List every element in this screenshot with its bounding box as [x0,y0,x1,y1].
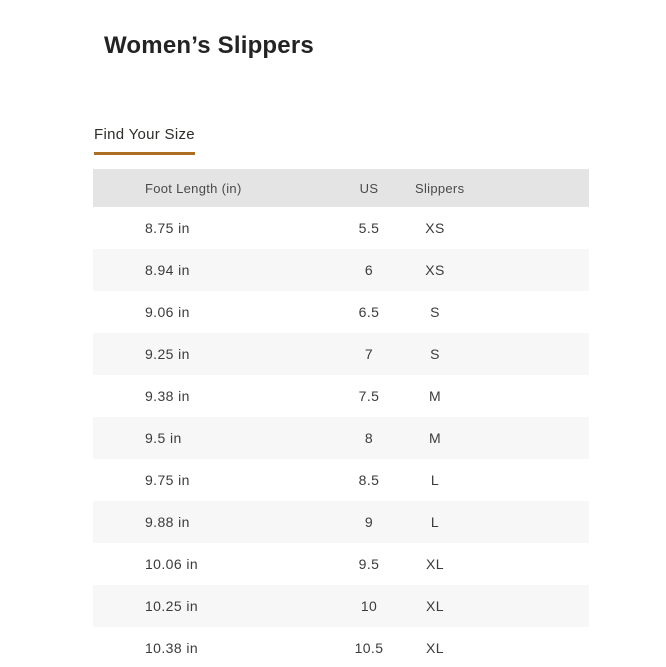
table-cell: 10.06 in [145,556,199,572]
table-row [93,333,589,375]
table-cell: XL [426,640,444,656]
table-cell-spacer [455,627,589,667]
table-cell: L [430,472,440,488]
table-cell: 10.5 [354,640,384,656]
table-row [93,501,589,543]
size-chart-body [93,207,589,667]
column-header-slippers: Slippers [415,180,465,196]
table-cell: 10 [360,598,378,614]
size-chart-table [93,169,589,667]
table-cell-spacer [455,585,589,627]
table-cell: 7 [364,346,374,362]
page-title: Women’s Slippers [104,32,314,60]
table-row [93,459,589,501]
table-cell: 5.5 [358,220,380,236]
find-your-size-heading: Find Your Size [94,126,195,155]
table-cell: 8 [364,430,374,446]
table-row [93,543,589,585]
table-row [93,375,589,417]
table-cell-spacer [455,459,589,501]
table-cell-spacer [455,543,589,585]
column-header-spacer [455,169,589,207]
table-cell: XL [426,598,444,614]
table-cell: 9.75 in [145,472,190,488]
column-header-us: US [359,180,379,196]
table-row [93,627,589,667]
table-cell-spacer [455,291,589,333]
table-cell: 10.25 in [145,598,199,614]
table-cell: M [428,430,442,446]
table-row [93,249,589,291]
table-cell: XL [426,556,444,572]
table-cell: 6.5 [358,304,380,320]
table-cell: 9.06 in [145,304,190,320]
table-cell: 9 [364,514,374,530]
table-cell: 9.88 in [145,514,190,530]
table-row [93,417,589,459]
table-row [93,291,589,333]
table-cell: XS [425,262,445,278]
column-header-foot-length: Foot Length (in) [145,180,242,196]
table-cell-spacer [455,417,589,459]
table-cell: 8.94 in [145,262,190,278]
table-cell-spacer [455,207,589,249]
table-cell: 6 [364,262,374,278]
table-cell: 9.38 in [145,388,190,404]
table-header-row [93,169,589,207]
table-cell-spacer [455,501,589,543]
table-cell: M [428,388,442,404]
table-cell: 7.5 [358,388,380,404]
table-cell: 9.5 [358,556,380,572]
table-cell-spacer [455,333,589,375]
table-cell: 8.5 [358,472,380,488]
table-cell-spacer [455,249,589,291]
table-row [93,585,589,627]
table-cell: 9.25 in [145,346,190,362]
table-cell-spacer [455,375,589,417]
table-cell: 8.75 in [145,220,190,236]
table-cell: S [430,346,440,362]
table-cell: L [430,514,440,530]
table-cell: 10.38 in [145,640,199,656]
table-cell: 9.5 in [145,430,182,446]
table-cell: S [430,304,440,320]
table-cell: XS [425,220,445,236]
table-row [93,207,589,249]
